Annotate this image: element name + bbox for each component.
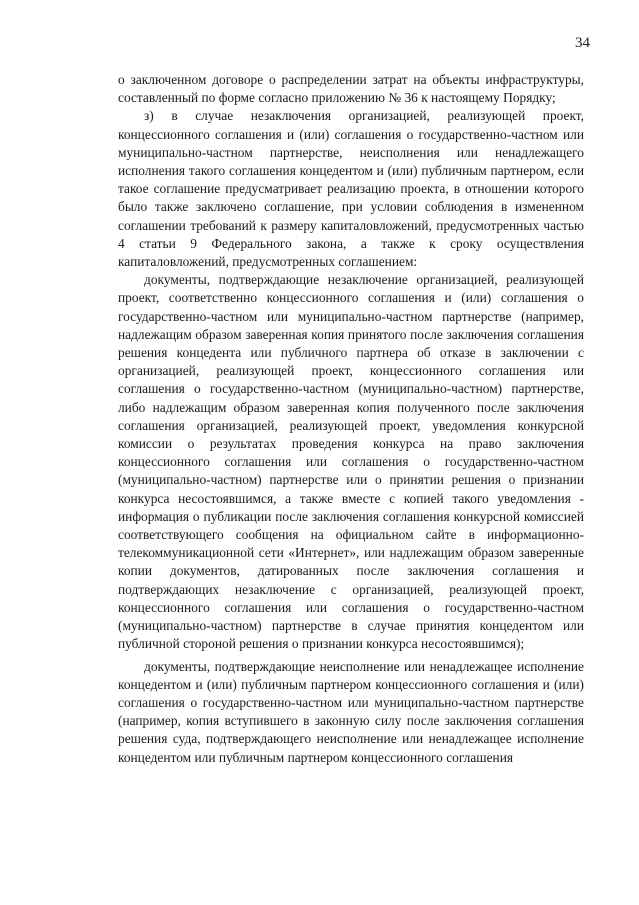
- paragraph-continuation: о заключенном договоре о распределении затрат на объекты инфраструктуры, составленный по форме согласно приложению № 36 к настоящему Порядку;: [118, 72, 584, 106]
- paragraph-item-z: з) в случае незаключения организацией, реализующей проект, концессионного соглашения и (или) соглашения о государственно-частном или муниципально-частном партнерстве, неисполнения или ненадлежащего исполнения такого соглашения концедентом и (или) публичным партнером, если такое соглашение предусматривает реализацию проекта, в отношении которого было также заключено соглашение, при условии соблюдения в измененном соглашении требований к размеру капиталовложений, предусмотренных частью 4 статьи 9 Федерального закона, а также к сроку осуществления капиталовложений, предусмотренных соглашением:: [118, 108, 584, 270]
- paragraph-documents-non-conclusion: документы, подтверждающие незаключение организацией, реализующей проект, соответственно концессионного соглашения и (или) соглашения о государственно-частном или муниципально-частном партнерстве (например, надлежащим образом заверенная копия принятого после заключения соглашения решения концедента или публичного партнера об отказе в заключении с организацией, реализующей проект, концессионного соглашения или соглашения о государственно-частном (муниципально-частном) партнерстве, либо надлежащим образом заверенная копия полученного после заключения соглашения организацией, реализующей проект, уведомления конкурсной комиссии о результатах проведения конкурса на право заключения концессионного соглашения или соглашения о государственно-частном (муниципально-частном) партнерстве или о принятии решения о признании конкурса несостоявшимся, а также вместе с копией такого уведомления - информация о публикации после заключения соглашения конкурсной комиссией соответствующего сообщения на официальном сайте в информационно-телекоммуникационной сети «Интернет», или надлежащим образом заверенные копии документов, датированных после заключения соглашения и подтверждающих незаключение с организацией, реализующей проект, концессионного соглашения или соглашения о государственно-частном (муниципально-частном) партнерстве в случае принятия концедентом или публичной стороной решения о признании конкурса несостоявшимся);: [118, 272, 584, 652]
- paragraph-documents-non-performance: документы, подтверждающие неисполнение или ненадлежащее исполнение концедентом и (или) публичным партнером концессионного соглашения и (или) соглашения о государственно-частном или муниципально-частном партнерстве (например, копия вступившего в законную силу после заключения соглашения решения суда, подтверждающего неисполнение или ненадлежащее исполнение концедентом или публичным партнером концессионного соглашения: [118, 658, 584, 765]
- page-number: 34: [575, 35, 590, 51]
- document-body: [118, 71, 584, 767]
